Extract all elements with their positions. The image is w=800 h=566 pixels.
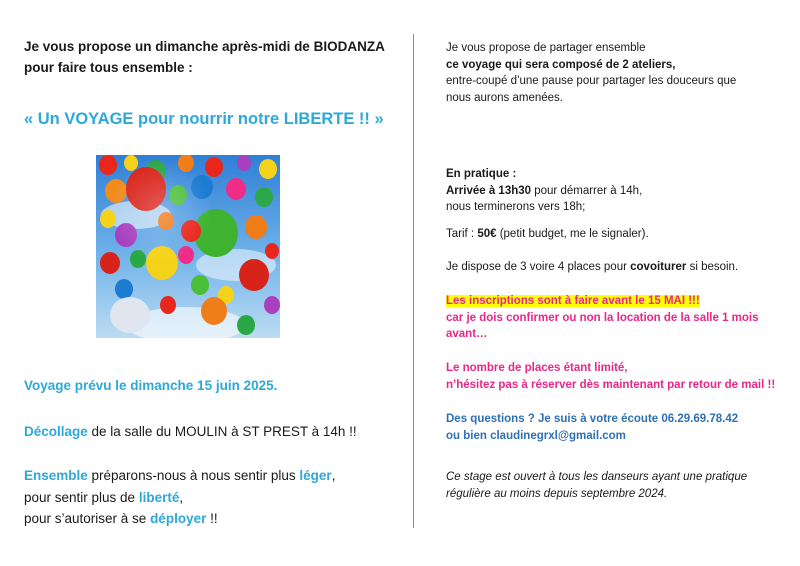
registration-line-2: car je dois confirmer ou non la location de la salle 1 mois <box>446 311 759 324</box>
registration-block <box>446 293 759 343</box>
departure-line <box>24 424 357 439</box>
ensemble-text-2: , <box>331 468 336 483</box>
balloons-image <box>96 155 280 338</box>
stage-note-line-1: Ce stage est ouvert à tous les danseurs ayant une pratique <box>446 471 748 483</box>
stage-note <box>446 469 747 502</box>
carpool-text-2: si besoin. <box>686 261 739 273</box>
departure-word: Décollage <box>24 424 88 439</box>
ensemble-text-5: pour s’autoriser à se <box>24 511 151 526</box>
headline: « Un VOYAGE pour nourrir notre LIBERTE !! » <box>24 110 384 128</box>
intro-p-line-1: Je vous propose de partager ensemble <box>446 42 646 54</box>
registration-deadline: Les inscriptions sont à faire avant le 15 MAI !!! <box>446 295 700 307</box>
price-note: (petit budget, me le signaler). <box>496 228 649 240</box>
contact-phone-line[interactable]: Des questions ? Je suis à votre écoute 06.29.69.78.42 <box>446 413 739 425</box>
ensemble-text-3: pour sentir plus de <box>24 489 139 505</box>
deployer-word: déployer <box>150 511 207 526</box>
arrival-time: Arrivée à 13h30 <box>446 184 532 197</box>
liberte-word: liberté <box>138 489 180 505</box>
intro-line-1: Je vous propose un dimanche après-midi de BIODANZA <box>24 39 385 54</box>
intro-line-2: pour faire tous ensemble : <box>24 60 193 75</box>
ensemble-text-6: !! <box>206 511 218 526</box>
price-label: Tarif : <box>446 228 478 240</box>
ensemble-line-1 <box>24 465 335 487</box>
intro-p-line-3: entre-coupé d’une pause pour partager les douceurs que <box>446 75 737 87</box>
price-line <box>446 226 649 243</box>
arrival-line <box>446 183 642 200</box>
ensemble-line-3 <box>24 508 335 530</box>
price-value: 50€ <box>477 228 497 240</box>
places-line-2: n’hésitez pas à réserver dès maintenant par retour de mail !! <box>446 378 776 391</box>
stage-note-line-2: régulière au moins depuis septembre 2024. <box>446 487 668 500</box>
event-date: Voyage prévu le dimanche 15 juin 2025. <box>24 378 278 393</box>
departure-text: de la salle du MOULIN à ST PREST à 14h !! <box>87 424 357 439</box>
column-divider <box>413 34 414 528</box>
ensemble-word: Ensemble <box>24 468 88 483</box>
contact-email-line[interactable]: ou bien claudinegrxl@gmail.com <box>446 429 626 442</box>
ensemble-line-2 <box>24 487 335 509</box>
practical-title: En pratique : <box>446 168 517 180</box>
intro-paragraph <box>446 40 736 106</box>
arrival-text: pour démarrer à 14h, <box>531 184 643 197</box>
practical-info <box>446 166 642 216</box>
ensemble-paragraph <box>24 465 335 530</box>
ensemble-text-1: préparons-nous à nous sentir plus <box>87 468 300 483</box>
end-time-line: nous terminerons vers 18h; <box>446 201 586 213</box>
leger-word: léger <box>299 468 332 483</box>
contact-block <box>446 411 738 444</box>
registration-line-3: avant… <box>446 328 488 340</box>
intro-text <box>24 36 385 78</box>
intro-p-line-2: ce voyage qui sera composé de 2 ateliers, <box>446 58 676 71</box>
ensemble-text-4: , <box>179 489 184 505</box>
carpool-line <box>446 259 738 276</box>
carpool-word: covoiturer <box>630 261 687 273</box>
places-block <box>446 360 775 393</box>
intro-p-line-4: nous aurons amenées. <box>446 91 563 104</box>
places-line-1: Le nombre de places étant limité, <box>446 362 628 374</box>
carpool-text-1: Je dispose de 3 voire 4 places pour <box>446 261 631 273</box>
